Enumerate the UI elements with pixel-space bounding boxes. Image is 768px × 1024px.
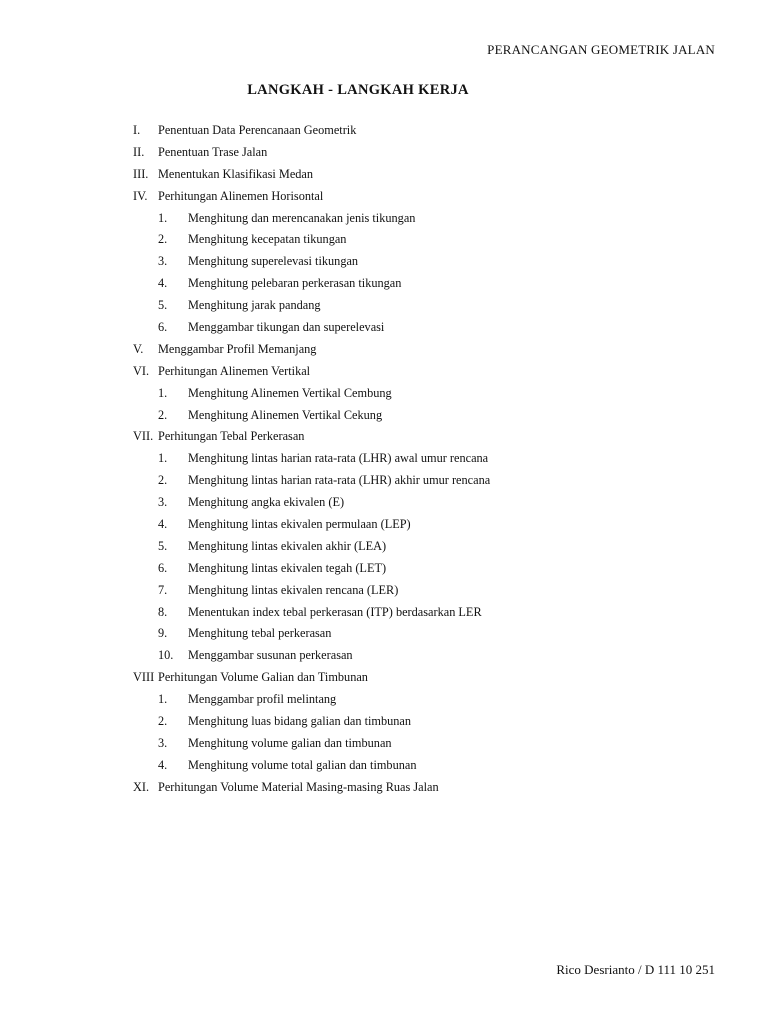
item-text: Menggambar susunan perkerasan bbox=[188, 648, 353, 663]
section-item bbox=[133, 426, 733, 448]
item-number: 4. bbox=[158, 276, 168, 291]
item-number: 2. bbox=[158, 232, 168, 247]
section-item bbox=[133, 142, 733, 164]
section-item bbox=[133, 186, 733, 208]
item-text: Menghitung luas bidang galian dan timbunan bbox=[188, 714, 412, 729]
item-number: 2. bbox=[158, 407, 168, 422]
item-text: Menghitung lintas ekivalen rencana (LER) bbox=[188, 582, 399, 597]
subsection-item bbox=[133, 755, 733, 777]
subsection-item bbox=[133, 711, 733, 733]
item-text: Menghitung Alinemen Vertikal Cekung bbox=[188, 407, 383, 422]
item-text: Perhitungan Alinemen Horisontal bbox=[158, 188, 324, 203]
item-number: 2. bbox=[158, 473, 168, 488]
item-text: Menghitung lintas harian rata-rata (LHR) awal umur rencana bbox=[188, 451, 489, 466]
item-text: Menentukan Klasifikasi Medan bbox=[158, 166, 314, 181]
item-text: Menghitung dan merencanakan jenis tikungan bbox=[188, 210, 416, 225]
item-text: Menghitung volume total galian dan timbunan bbox=[188, 757, 417, 772]
item-number: 2. bbox=[158, 714, 168, 729]
item-number: 7. bbox=[158, 582, 168, 597]
item-number: 9. bbox=[158, 626, 168, 641]
section-item bbox=[133, 120, 733, 142]
item-text: Menghitung superelevasi tikungan bbox=[188, 254, 359, 269]
subsection-item bbox=[133, 251, 733, 273]
subsection-item bbox=[133, 229, 733, 251]
item-text: Menghitung lintas ekivalen tegah (LET) bbox=[188, 560, 387, 575]
subsection-item bbox=[133, 383, 733, 405]
item-number: 3. bbox=[158, 254, 168, 269]
subsection-item bbox=[133, 558, 733, 580]
item-text: Penentuan Data Perencanaan Geometrik bbox=[158, 123, 357, 137]
item-number: 6. bbox=[158, 320, 168, 335]
item-number: III. bbox=[133, 166, 149, 181]
item-text: Perhitungan Alinemen Vertikal bbox=[158, 363, 311, 378]
subsection-item bbox=[133, 273, 733, 295]
subsection-item bbox=[133, 208, 733, 230]
item-number: 3. bbox=[158, 735, 168, 750]
item-text: Menghitung pelebaran perkerasan tikungan bbox=[188, 276, 402, 291]
subsection-item bbox=[133, 470, 733, 492]
subsection-item bbox=[133, 623, 733, 645]
item-number: I. bbox=[133, 123, 141, 137]
item-number: 1. bbox=[158, 451, 168, 466]
item-number: 8. bbox=[158, 604, 168, 619]
item-text: Menghitung tebal perkerasan bbox=[188, 626, 332, 641]
item-number: VI. bbox=[133, 363, 150, 378]
footer-author: Rico Desrianto / D 111 10 251 bbox=[556, 962, 715, 977]
section-item bbox=[133, 361, 733, 383]
item-number: 6. bbox=[158, 560, 168, 575]
subsection-item bbox=[133, 405, 733, 427]
item-number: II. bbox=[133, 144, 145, 159]
subsection-item bbox=[133, 536, 733, 558]
item-text: Menghitung Alinemen Vertikal Cembung bbox=[188, 385, 392, 400]
running-header: PERANCANGAN GEOMETRIK JALAN bbox=[487, 42, 715, 57]
section-item bbox=[133, 164, 733, 186]
section-item bbox=[133, 339, 733, 361]
item-number: 5. bbox=[158, 538, 168, 553]
item-text: Menghitung lintas ekivalen akhir (LEA) bbox=[188, 538, 387, 553]
item-text: Menggambar profil melintang bbox=[188, 692, 337, 707]
subsection-item bbox=[133, 602, 733, 624]
item-number: 4. bbox=[158, 517, 168, 532]
item-text: Menghitung volume galian dan timbunan bbox=[188, 735, 392, 750]
item-number: VIII bbox=[133, 670, 155, 685]
item-text: Menghitung lintas harian rata-rata (LHR) akhir umur rencana bbox=[188, 473, 491, 488]
item-number: XI. bbox=[133, 779, 150, 794]
item-number: 1. bbox=[158, 385, 168, 400]
item-number: V. bbox=[133, 341, 144, 356]
section-item bbox=[133, 667, 733, 689]
item-text: Menggambar tikungan dan superelevasi bbox=[188, 320, 385, 335]
page-title: LANGKAH - LANGKAH KERJA bbox=[247, 82, 469, 98]
subsection-item bbox=[133, 492, 733, 514]
subsection-item bbox=[133, 295, 733, 317]
item-number: 1. bbox=[158, 692, 168, 707]
item-number: 1. bbox=[158, 210, 168, 225]
work-steps-list bbox=[133, 120, 733, 799]
item-number: 3. bbox=[158, 495, 168, 510]
item-number: 5. bbox=[158, 298, 168, 313]
item-number: 4. bbox=[158, 757, 168, 772]
item-number: IV. bbox=[133, 188, 148, 203]
item-text: Menghitung lintas ekivalen permulaan (LEP) bbox=[188, 517, 411, 532]
item-text: Menentukan index tebal perkerasan (ITP) berdasarkan LER bbox=[188, 604, 482, 619]
item-text: Menggambar Profil Memanjang bbox=[158, 341, 317, 356]
item-text: Perhitungan Volume Material Masing-masing Ruas Jalan bbox=[158, 779, 439, 794]
subsection-item bbox=[133, 580, 733, 602]
item-number: VII. bbox=[133, 429, 154, 444]
item-text: Penentuan Trase Jalan bbox=[158, 144, 268, 159]
item-text: Perhitungan Volume Galian dan Timbunan bbox=[158, 670, 368, 685]
subsection-item bbox=[133, 733, 733, 755]
item-number: 10. bbox=[158, 648, 174, 663]
item-text: Perhitungan Tebal Perkerasan bbox=[158, 429, 305, 444]
subsection-item bbox=[133, 689, 733, 711]
item-text: Menghitung angka ekivalen (E) bbox=[188, 495, 345, 510]
subsection-item bbox=[133, 317, 733, 339]
subsection-item bbox=[133, 448, 733, 470]
subsection-item bbox=[133, 645, 733, 667]
subsection-item bbox=[133, 514, 733, 536]
item-text: Menghitung jarak pandang bbox=[188, 298, 321, 313]
item-text: Menghitung kecepatan tikungan bbox=[188, 232, 347, 247]
section-item bbox=[133, 777, 733, 799]
